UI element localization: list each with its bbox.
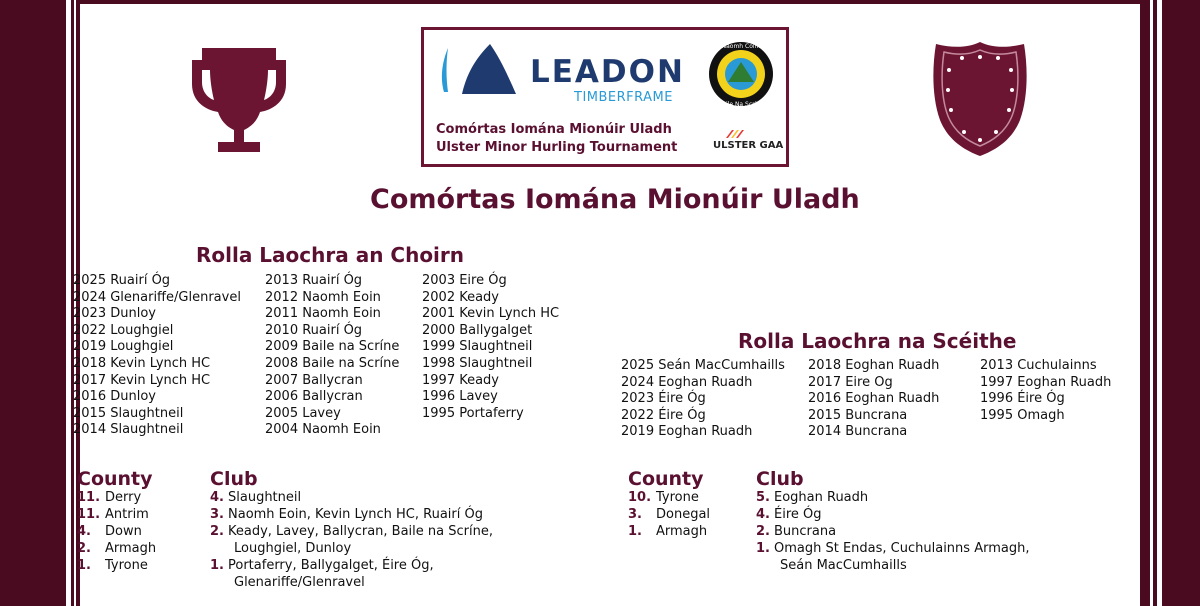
shield-club-row: 4. Éire Óg — [756, 507, 822, 522]
shield-column-1 — [621, 358, 785, 441]
list-item: 2025 Seán MacCumhaills — [621, 358, 785, 373]
shield-column-2 — [808, 358, 939, 441]
brand-subtitle: TIMBERFRAME — [574, 90, 673, 105]
list-item: 2014 Slaughtneil — [73, 422, 184, 438]
sail-icon — [434, 42, 520, 96]
cup-club-row: 4. Slaughtneil — [210, 490, 302, 505]
list-item: 2011 Naomh Eoin — [265, 306, 381, 322]
list-item: 2023 Éire Óg — [621, 391, 706, 407]
list-item: 2017 Eire Og — [808, 374, 893, 390]
cup-title: Rolla Laochra an Choirn — [196, 243, 465, 267]
cup-county-row: 11. Derry — [77, 490, 142, 505]
list-item: 1997 Keady — [422, 372, 500, 388]
club-crest-icon — [708, 38, 774, 110]
list-item: 2019 Loughgiel — [73, 339, 174, 355]
list-item: 2025 Ruairí Óg — [73, 273, 171, 288]
crest-text-top: Naomh Colm — [721, 43, 761, 50]
cup-club-row: Loughgiel, Dunloy — [234, 541, 352, 556]
shield-club-heading: Club — [756, 468, 804, 490]
cup-county-row: 1. Tyrone — [77, 558, 148, 573]
list-item: 2022 Loughgiel — [73, 322, 174, 338]
list-item: 2015 Slaughtneil — [73, 405, 184, 421]
shield-county-row: 10. Tyrone — [628, 490, 699, 505]
list-item: 2022 Éire Óg — [621, 407, 706, 423]
list-item: 2023 Dunloy — [73, 306, 156, 322]
cup-column-2 — [265, 273, 399, 439]
list-item: 1996 Lavey — [422, 389, 498, 405]
cup-club-row: 3. Naomh Eoin, Kevin Lynch HC, Ruairí Óg — [210, 507, 483, 522]
list-item: 2005 Lavey — [265, 405, 341, 421]
list-item: 2004 Naomh Eoin — [265, 422, 381, 438]
shield-column-3 — [980, 358, 1111, 424]
list-item: 1995 Portaferry — [422, 405, 524, 421]
list-item: 2013 Ruairí Óg — [265, 273, 363, 288]
list-item: 1997 Eoghan Ruadh — [980, 374, 1112, 390]
shield-title: Rolla Laochra na Scéithe — [738, 329, 1017, 353]
main-title: Comórtas Iomána Mionúir Uladh — [370, 184, 860, 215]
cup-club-row: 1. Portaferry, Ballygalget, Éire Óg, — [210, 558, 434, 573]
shield-club-row: Seán MacCumhaills — [780, 558, 907, 573]
right-frame — [1140, 0, 1200, 606]
list-item: 2008 Baile na Scríne — [265, 355, 400, 371]
shield-club-row: 5. Eoghan Ruadh — [756, 490, 869, 505]
cup-column-3 — [422, 273, 559, 422]
crest-text-bottom: Baile Na Scríne — [718, 101, 764, 108]
logo-line-english: Ulster Minor Hurling Tournament — [436, 140, 678, 155]
brand-name: LEADON — [530, 54, 685, 90]
list-item: 2000 Ballygalget — [422, 322, 533, 338]
shield-club-row: 1. Omagh St Endas, Cuchulainns Armagh, — [756, 541, 1030, 556]
shield-county-row: 3. Donegal — [628, 507, 711, 522]
cup-club-row: 2. Keady, Lavey, Ballycran, Baile na Scríne, — [210, 524, 493, 539]
cup-club-heading: Club — [210, 468, 258, 490]
list-item: 2001 Kevin Lynch HC — [422, 306, 560, 322]
top-border — [0, 0, 1200, 4]
ulster-gaa-mark: ULSTER GAA — [713, 140, 784, 151]
list-item: 2018 Eoghan Ruadh — [808, 358, 940, 373]
list-item: 1999 Slaughtneil — [422, 339, 533, 355]
list-item: 2013 Cuchulainns — [980, 358, 1097, 373]
list-item: 2014 Buncrana — [808, 424, 908, 440]
shield-icon — [930, 40, 1030, 158]
list-item: 2010 Ruairí Óg — [265, 322, 363, 338]
list-item: 2024 Eoghan Ruadh — [621, 374, 753, 390]
list-item: 2018 Kevin Lynch HC — [73, 355, 211, 371]
list-item: 1998 Slaughtneil — [422, 355, 533, 371]
logo-line-irish: Comórtas Iomána Mionúir Uladh — [436, 122, 672, 137]
list-item: 2024 Glenariffe/Glenravel — [73, 289, 241, 305]
cup-county-row: 4. Down — [77, 524, 142, 539]
list-item: 2016 Eoghan Ruadh — [808, 391, 940, 407]
list-item: 2006 Ballycran — [265, 389, 363, 405]
cup-county-row: 2. Armagh — [77, 541, 157, 556]
list-item: 2016 Dunloy — [73, 389, 156, 405]
cup-club-row: Glenariffe/Glenravel — [234, 575, 365, 590]
shield-club-row: 2. Buncrana — [756, 524, 837, 539]
ulster-gaa-icon — [724, 128, 748, 140]
left-frame — [0, 0, 80, 606]
list-item: 1995 Omagh — [980, 407, 1065, 423]
list-item: 2012 Naomh Eoin — [265, 289, 381, 305]
list-item: 2017 Kevin Lynch HC — [73, 372, 211, 388]
list-item: 2009 Baile na Scríne — [265, 339, 400, 355]
sponsor-logo-box — [421, 27, 789, 167]
list-item: 2019 Eoghan Ruadh — [621, 424, 753, 440]
trophy-icon — [186, 44, 292, 156]
list-item: 2007 Ballycran — [265, 372, 363, 388]
list-item: 2002 Keady — [422, 289, 500, 305]
shield-county-heading: County — [628, 468, 704, 490]
list-item: 1996 Éire Óg — [980, 391, 1065, 407]
list-item: 2015 Buncrana — [808, 407, 908, 423]
cup-column-1 — [73, 273, 241, 439]
list-item: 2003 Eire Óg — [422, 273, 507, 288]
cup-county-heading: County — [77, 468, 153, 490]
cup-county-row: 11. Antrim — [77, 507, 149, 522]
shield-county-row: 1. Armagh — [628, 524, 708, 539]
